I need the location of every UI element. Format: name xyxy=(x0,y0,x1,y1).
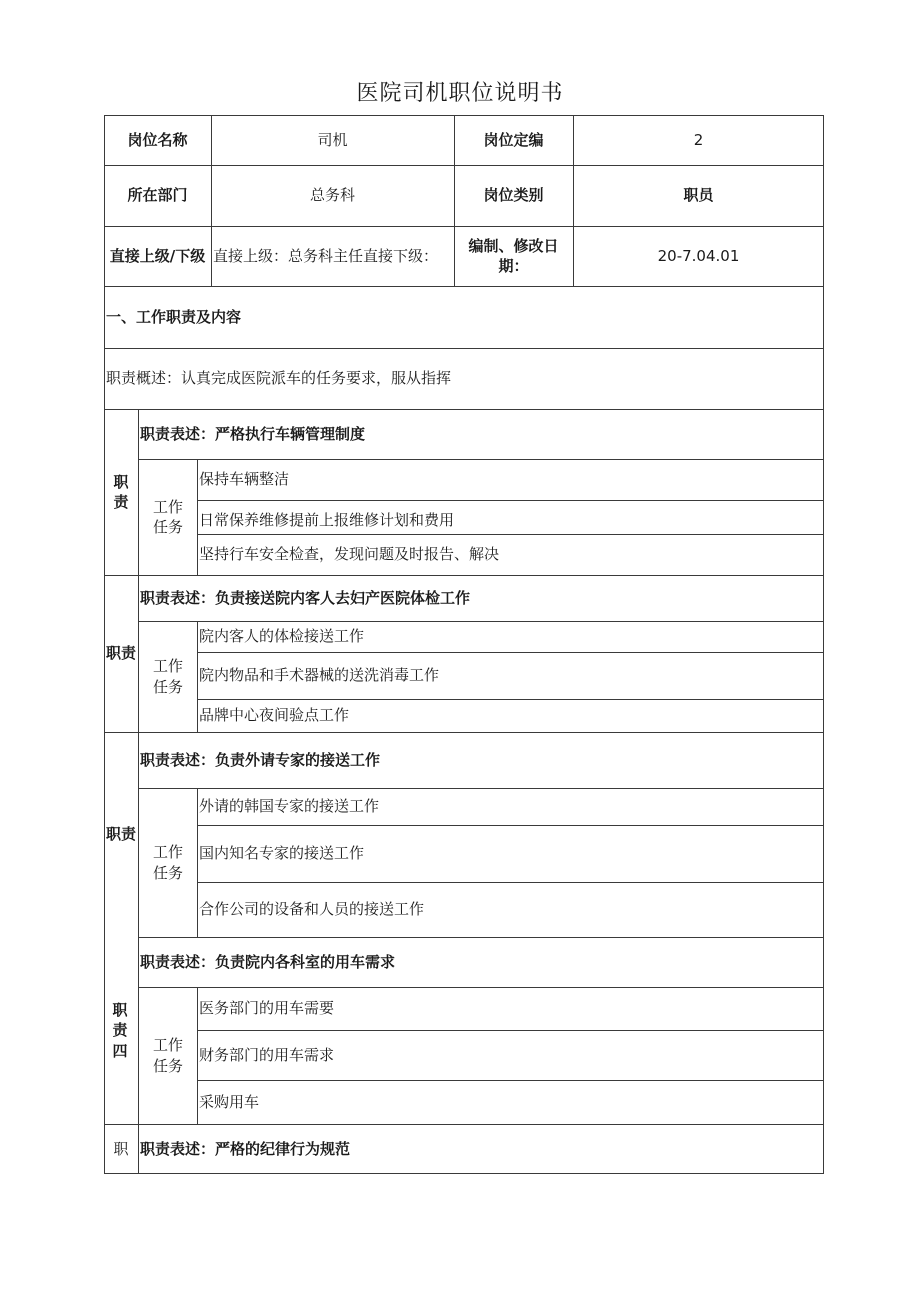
task-item: 财务部门的用车需求 xyxy=(199,1045,335,1064)
edit-date-label: 编制、修改日期： xyxy=(468,236,559,275)
department-value: 总务科 xyxy=(309,186,355,205)
column-divider xyxy=(197,459,198,575)
column-divider xyxy=(197,987,198,1124)
duty-label: 职责四 xyxy=(112,1001,128,1060)
task-item: 合作公司的设备和人员的接送工作 xyxy=(199,900,425,919)
post-name-label: 岗位名称 xyxy=(127,130,188,149)
task-item: 外请的韩国专家的接送工作 xyxy=(199,797,380,816)
column-divider xyxy=(197,788,198,937)
task-item: 国内知名专家的接送工作 xyxy=(199,844,365,863)
post-type-value: 职员 xyxy=(683,186,714,205)
section-heading: 一、工作职责及内容 xyxy=(106,307,242,326)
duty-label: 职责 xyxy=(105,825,136,844)
document-title: 医院司机职位说明书 xyxy=(356,81,564,106)
task-item: 院内物品和手术器械的送洗消毒工作 xyxy=(199,666,440,685)
duty-label: 职责 xyxy=(113,472,129,511)
duty-overview: 职责概述：认真完成医院派车的任务要求，服从指挥 xyxy=(106,369,452,388)
task-item: 院内客人的体检接送工作 xyxy=(199,627,365,646)
duty-statement: 职责表述：负责外请专家的接送工作 xyxy=(140,750,381,769)
duty-statement: 职责表述：严格执行车辆管理制度 xyxy=(140,424,366,443)
duty-label: 职责 xyxy=(105,644,136,663)
column-divider xyxy=(138,409,139,1174)
task-item: 医务部门的用车需要 xyxy=(199,999,335,1018)
task-label: 工作任务 xyxy=(152,843,183,882)
task-item: 品牌中心夜间验点工作 xyxy=(199,706,350,725)
duty-label: 职 xyxy=(113,1139,129,1158)
superior-value: 直接上级：总务科主任直接下级： xyxy=(213,246,439,265)
post-quota-value: 2 xyxy=(693,130,704,149)
superior-label: 直接上级/下级 xyxy=(109,246,206,265)
post-quota-label: 岗位定编 xyxy=(483,130,544,149)
task-label: 工作任务 xyxy=(152,497,183,536)
task-item: 日常保养维修提前上报维修计划和费用 xyxy=(199,510,455,529)
task-item: 采购用车 xyxy=(199,1092,260,1111)
edit-date-value: 20-7.04.01 xyxy=(657,246,740,265)
duty-statement: 职责表述：负责院内各科室的用车需求 xyxy=(140,952,396,971)
duty-statement: 职责表述：负责接送院内客人去妇产医院体检工作 xyxy=(140,588,471,607)
post-name-value: 司机 xyxy=(317,130,348,149)
task-item: 保持车辆整洁 xyxy=(199,470,290,489)
post-type-label: 岗位类别 xyxy=(483,186,544,205)
task-item: 坚持行车安全检查，发现问题及时报告、解决 xyxy=(199,545,500,564)
task-label: 工作任务 xyxy=(152,657,183,696)
task-label: 工作任务 xyxy=(152,1036,183,1075)
column-divider xyxy=(197,621,198,732)
duty-statement: 职责表述：严格的纪律行为规范 xyxy=(140,1139,351,1158)
department-label: 所在部门 xyxy=(127,186,188,205)
